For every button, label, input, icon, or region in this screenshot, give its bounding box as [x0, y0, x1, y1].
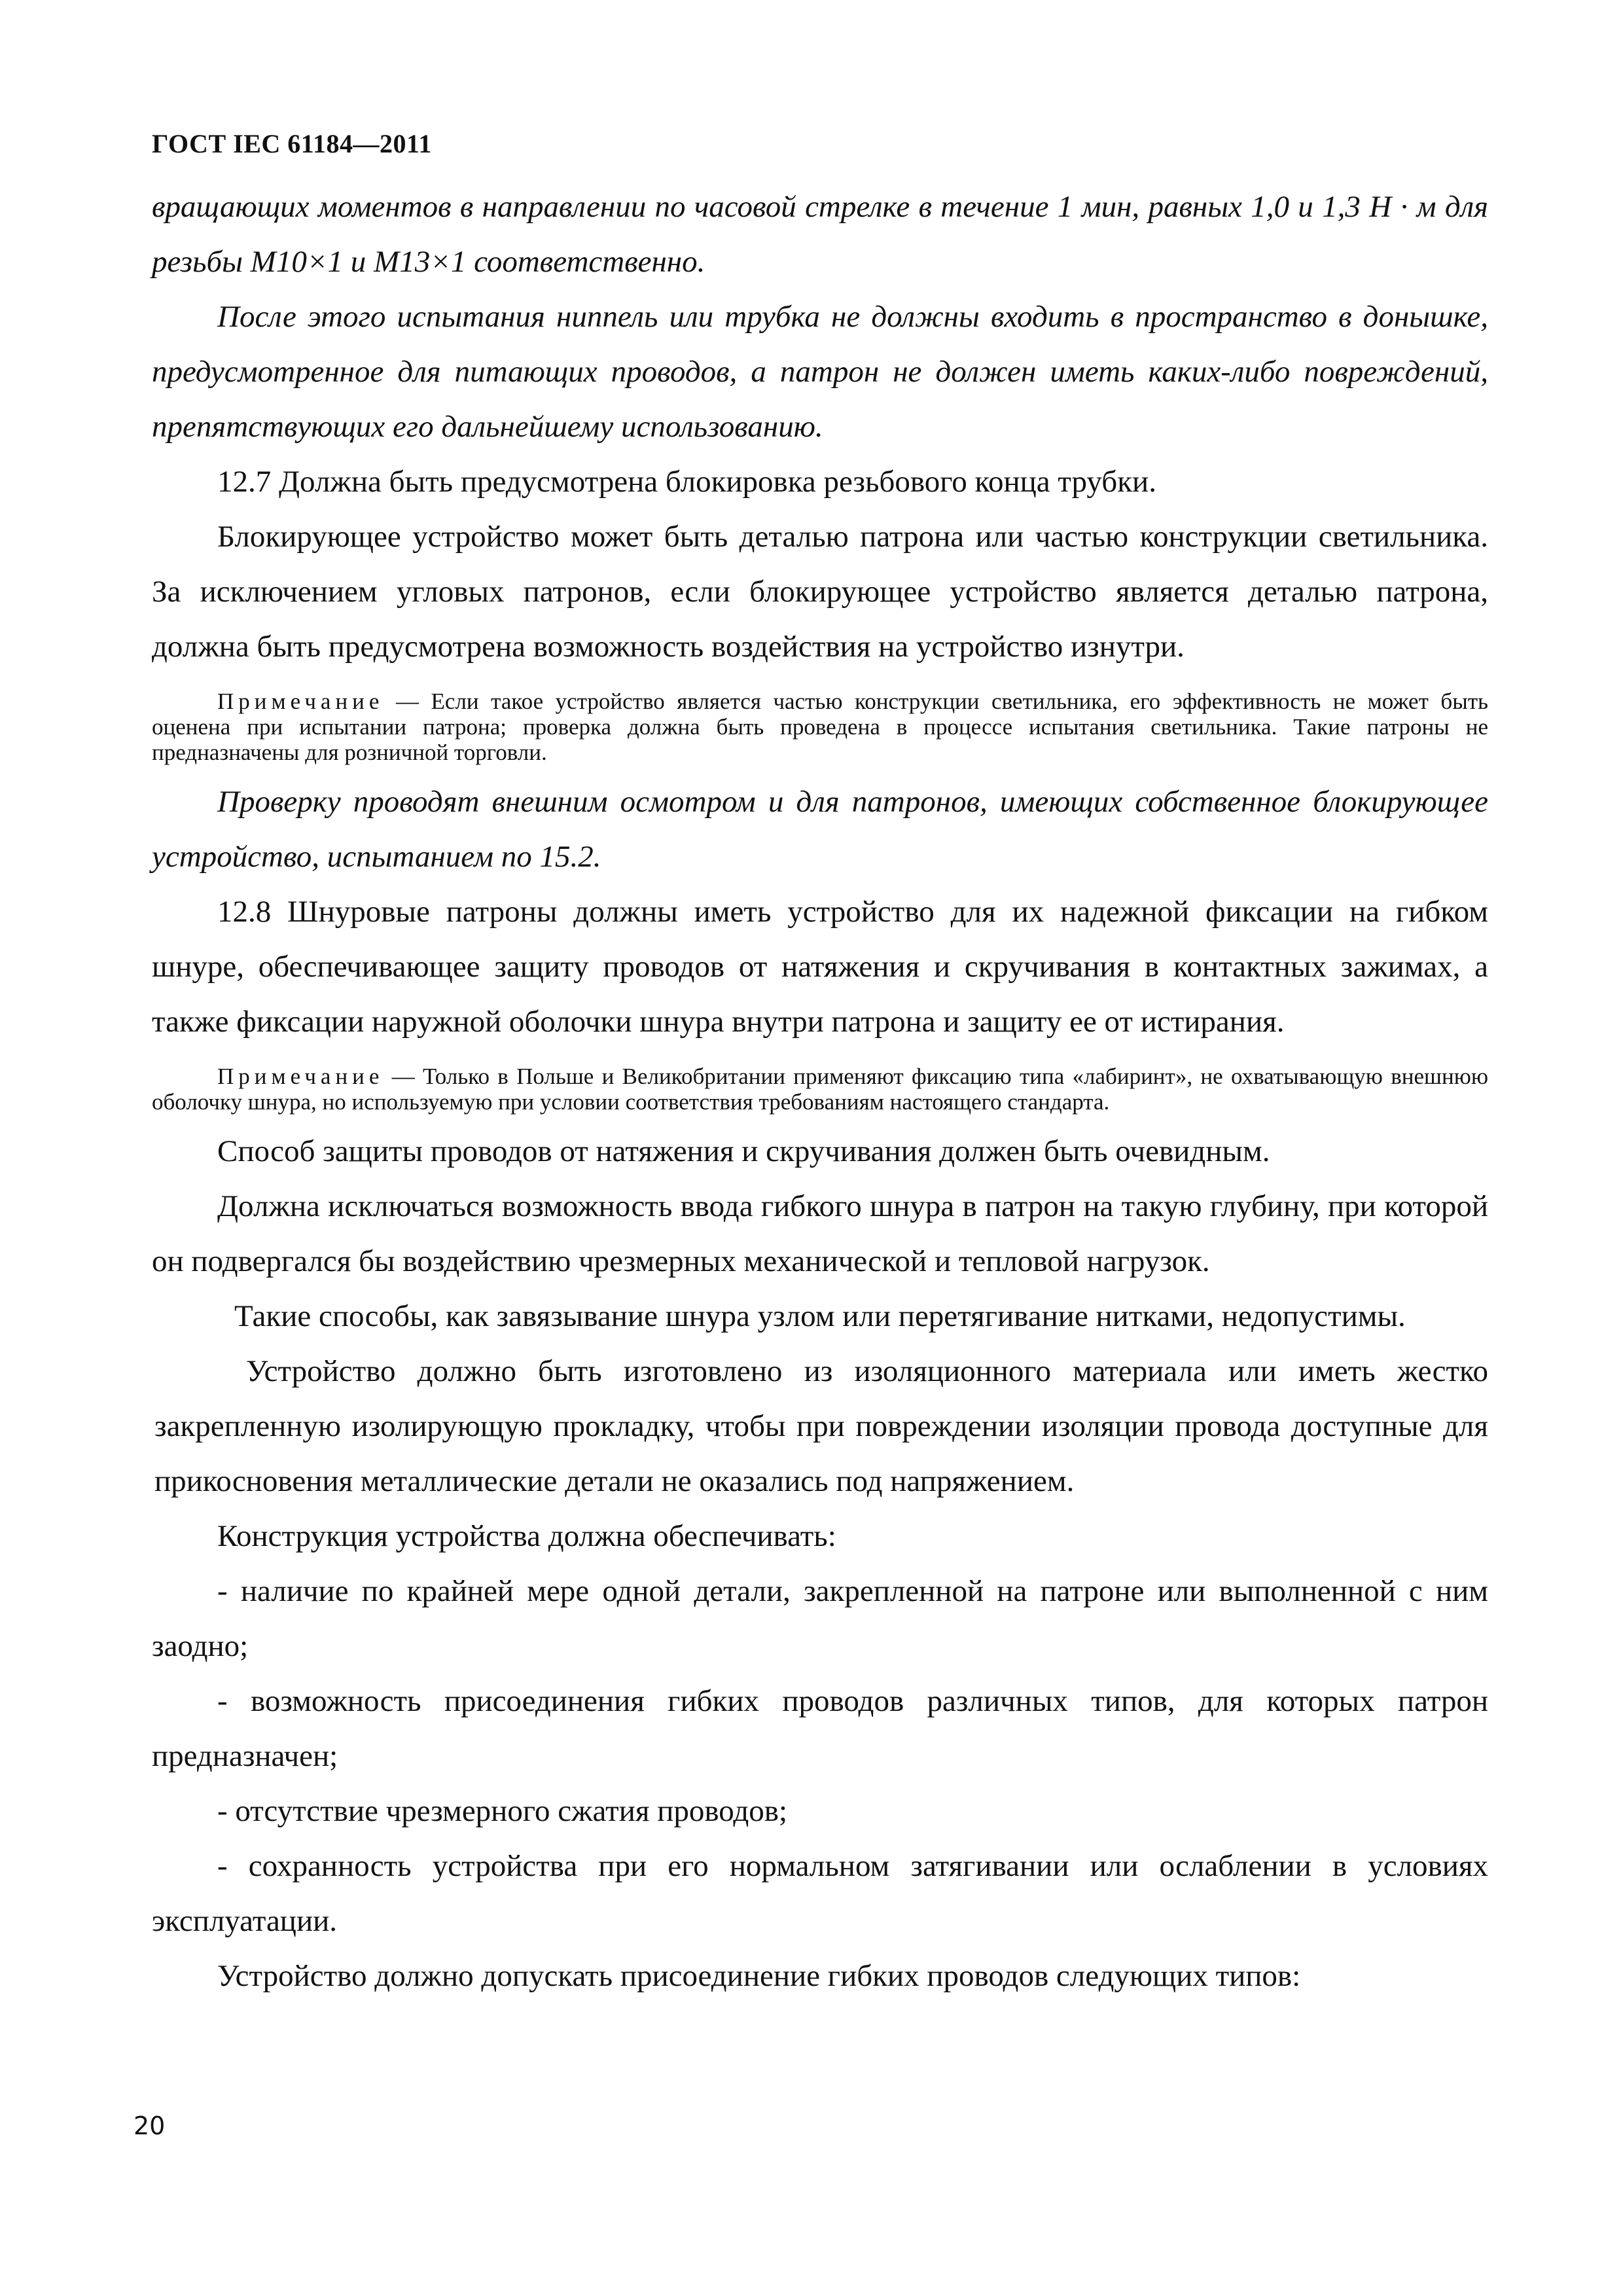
paragraph-inspection: Проверку проводят внешним осмотром и для патронов, имеющих собственное блокирующее устройство, испытанием по 15.2. — [152, 785, 1488, 874]
paragraph-locking-device: Блокирующее устройство может быть деталью патрона или частью конструкции светильника. За исключением угловых патронов, если блокирующее устройство является деталью патрона, должна быть предусмотрена возможность воздействия на устройство изнутри. — [152, 520, 1488, 664]
note-text: — Если такое устройство является частью конструкции светильника, его эффективность не может быть оценена при испытании патрона; проверка должна быть проведена в процессе испытания светильника. Такие патроны не предназначены для розничной торговли. — [152, 689, 1488, 765]
document-header-code: ГОСТ IEC 61184—2011 — [152, 129, 432, 158]
list-item-durability: - сохранность устройства при его нормальном затягивании или ослаблении в условиях эксплуатации. — [152, 1849, 1488, 1938]
paragraph-construction-requirements: Конструкция устройства должна обеспечивать: — [217, 1519, 836, 1553]
paragraph-insulating-material: Устройство должно быть изготовлено из изоляционного материала или иметь жестко закрепленную изолирующую прокладку, чтобы при повреждении изоляции провода доступные для прикосновения металлические детали не оказались под напряжением. — [154, 1354, 1488, 1498]
list-item-fixed-part: - наличие по крайней мере одной детали, закрепленной на патроне или выполненной с ним заодно; — [152, 1574, 1488, 1663]
note-locking-device — [152, 689, 1488, 765]
note-text: — Только в Польше и Великобритании применяют фиксацию типа «лабиринт», не охватывающую внешнюю оболочку шнура, но используемую при условии соответствия требованиям настоящего стандарта. — [152, 1064, 1488, 1115]
paragraph-clause-12-8: 12.8 Шнуровые патроны должны иметь устройство для их надежной фиксации на гибком шнуре, обеспечивающее защиту проводов от натяжения и скручивания в контактных зажимах, а также фиксации наружной оболочки шнура внутри патрона и защиту ее от истирания. — [152, 895, 1488, 1039]
paragraph-protection-method: Способ защиты проводов от натяжения и скручивания должен быть очевидным. — [217, 1134, 1270, 1168]
document-body — [152, 179, 1488, 2003]
paragraph-torque-values: вращающих моментов в направлении по часовой стрелке в течение 1 мин, равных 1,0 и 1,3 Н · м для резьбы М10×1 и М13×1 соответственно. — [152, 190, 1488, 279]
page-number: 20 — [134, 2111, 166, 2140]
paragraph-insertion-depth: Должна исключаться возможность ввода гибкого шнура в патрон на такую глубину, при которой он подвергался бы воздействию чрезмерных механической и тепловой нагрузок. — [152, 1189, 1488, 1278]
note-label: Примечание — [217, 1064, 384, 1089]
note-label: Примечание — [217, 689, 384, 714]
note-labyrinth — [152, 1064, 1488, 1115]
paragraph-forbidden-methods: Такие способы, как завязывание шнура узлом или перетягивание нитками, недопустимы. — [234, 1299, 1406, 1333]
paragraph-clause-12-7: 12.7 Должна быть предусмотрена блокировка резьбового конца трубки. — [217, 465, 1156, 499]
list-item-no-compression: - отсутствие чрезмерного сжатия проводов; — [217, 1794, 788, 1828]
list-item-cable-types: - возможность присоединения гибких проводов различных типов, для которых патрон предназначен; — [152, 1684, 1488, 1773]
paragraph-test-result: После этого испытания ниппель или трубка не должны входить в пространство в донышке, предусмотренное для питающих проводов, а патрон не должен иметь каких-либо повреждений, препятствующих его дальнейшему использованию. — [152, 300, 1488, 444]
paragraph-cable-types-intro: Устройство должно допускать присоединение гибких проводов следующих типов: — [217, 1959, 1301, 1993]
